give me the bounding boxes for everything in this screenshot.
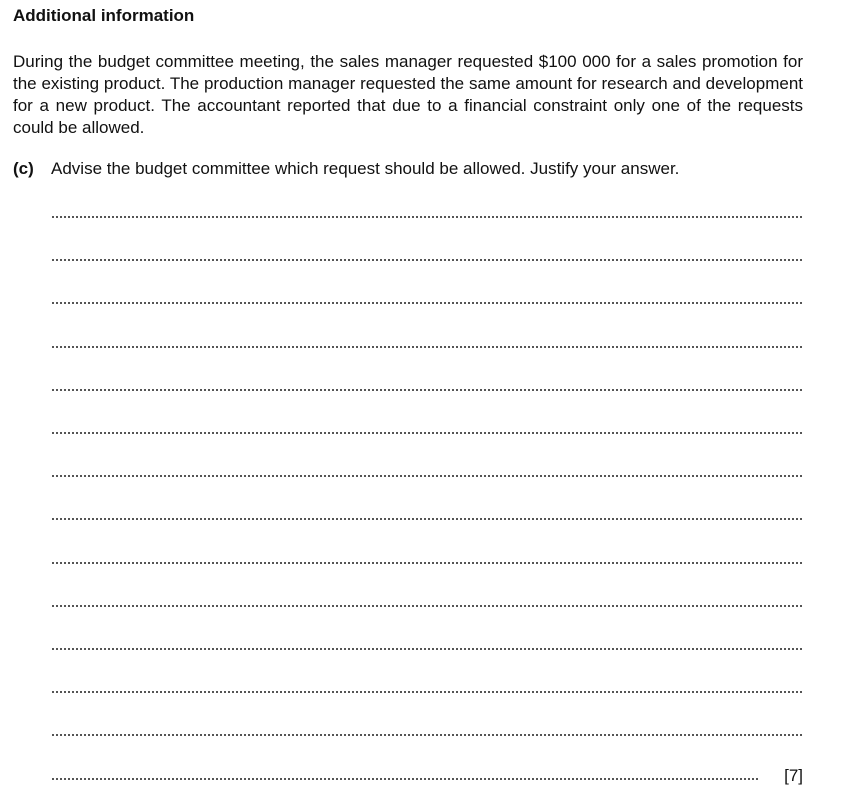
question-label: (c) bbox=[13, 159, 34, 178]
answer-line[interactable] bbox=[52, 778, 758, 780]
answer-line[interactable] bbox=[52, 302, 802, 304]
answer-line[interactable] bbox=[52, 475, 802, 477]
answer-line[interactable] bbox=[52, 432, 802, 434]
answer-line[interactable] bbox=[52, 518, 802, 520]
answer-line[interactable] bbox=[52, 605, 802, 607]
answer-line[interactable] bbox=[52, 691, 802, 693]
answer-line[interactable] bbox=[52, 648, 802, 650]
answer-line[interactable] bbox=[52, 389, 802, 391]
answer-line[interactable] bbox=[52, 259, 802, 261]
answer-line[interactable] bbox=[52, 734, 802, 736]
section-heading: Additional information bbox=[13, 6, 195, 25]
question-c bbox=[13, 158, 679, 180]
question-text: Advise the budget committee which request should be allowed. Justify your answer. bbox=[51, 159, 680, 178]
answer-line[interactable] bbox=[52, 562, 802, 564]
marks-allocation: [7] bbox=[784, 766, 803, 785]
context-paragraph: During the budget committee meeting, the sales manager requested $100 000 for a sales promotion for the existing product. The production manager requested the same amount for research and development for a new product. The accountant reported that due to a financial constraint only one of the requests could be allowed. bbox=[13, 52, 803, 137]
answer-line[interactable] bbox=[52, 346, 802, 348]
answer-line[interactable] bbox=[52, 216, 802, 218]
